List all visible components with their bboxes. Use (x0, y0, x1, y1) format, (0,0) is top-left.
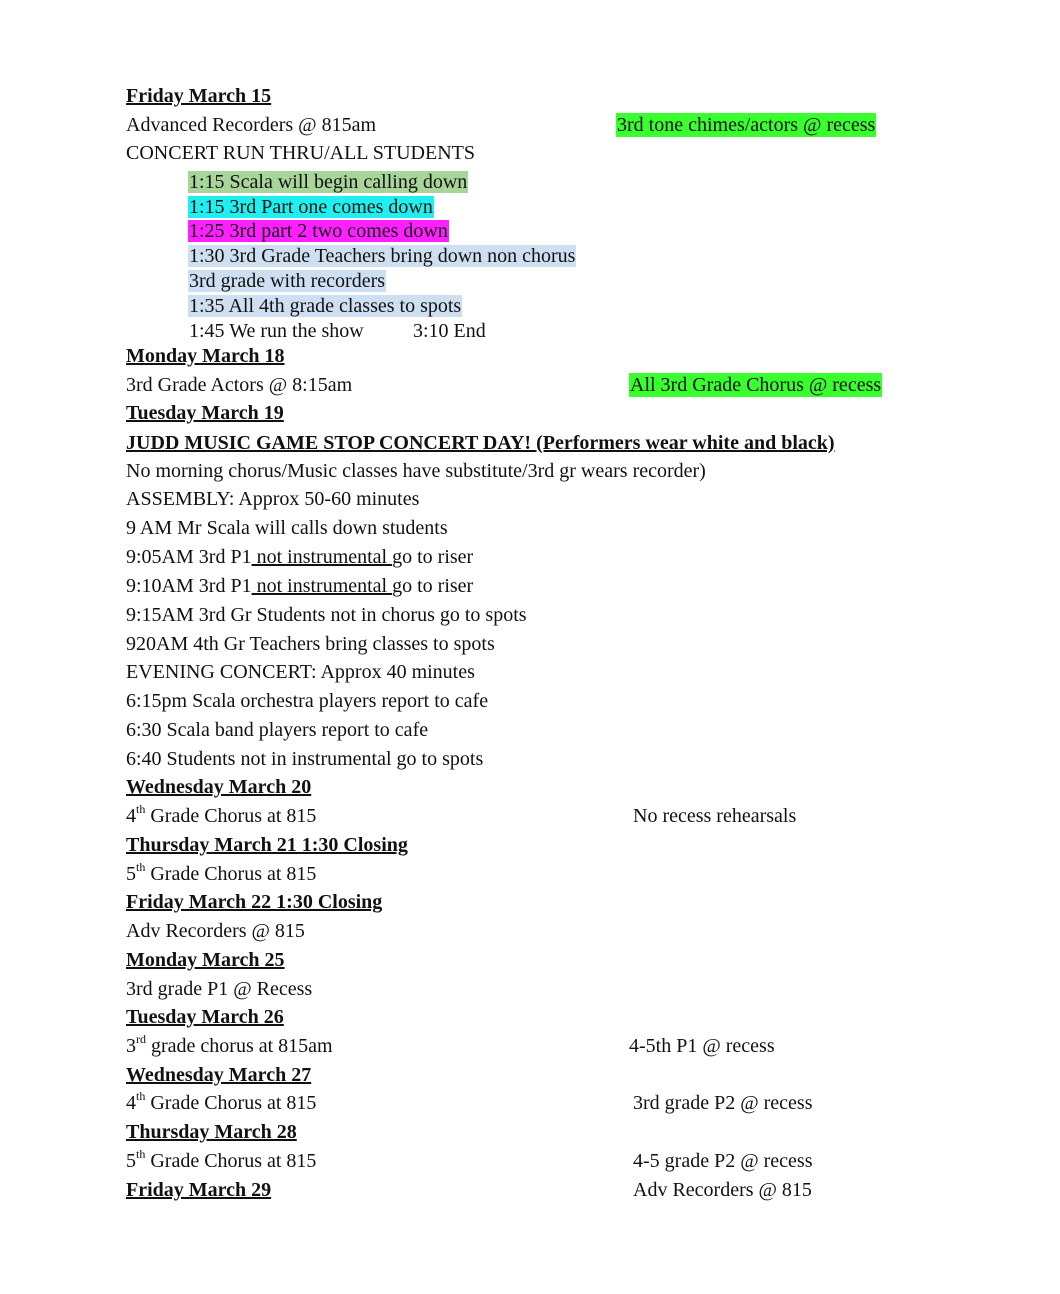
side-note: 4-5th P1 @ recess (629, 1035, 775, 1057)
schedule-line: 6:15pm Scala orchestra players report to cafe (126, 690, 489, 712)
schedule-subline: 1:30 3rd Grade Teachers bring down non chorus (189, 245, 576, 267)
side-note: No recess rehearsals (633, 805, 797, 827)
schedule-line: 3rd Grade Actors @ 8:15am (126, 374, 353, 396)
side-note: Adv Recorders @ 815 (633, 1179, 812, 1201)
day-header-tuesday-march-19: Tuesday March 19 (126, 402, 284, 424)
highlighted-note: All 3rd Grade Chorus @ recess (630, 374, 882, 396)
schedule-line: No morning chorus/Music classes have substitute/3rd gr wears recorder) (126, 460, 706, 482)
schedule-line: CONCERT RUN THRU/ALL STUDENTS (126, 142, 476, 164)
schedule-subline: 1:15 Scala will begin calling down (189, 171, 468, 193)
day-header-friday-march-29: Friday March 29 (126, 1179, 272, 1201)
schedule-subline: 1:25 3rd part 2 two comes down (189, 220, 448, 242)
day-header-monday-march-25: Monday March 25 (126, 949, 285, 971)
schedule-line: Advanced Recorders @ 815am (126, 114, 376, 136)
schedule-line: Adv Recorders @ 815 (126, 920, 305, 942)
schedule-line: 4th Grade Chorus at 815 (126, 1089, 317, 1114)
side-note: 3rd grade P2 @ recess (633, 1092, 813, 1114)
schedule-line: ASSEMBLY: Approx 50-60 minutes (126, 488, 420, 510)
day-header-tuesday-march-26: Tuesday March 26 (126, 1006, 284, 1028)
schedule-line: 3rd grade P1 @ Recess (126, 978, 313, 1000)
highlighted-note: 3rd tone chimes/actors @ recess (617, 114, 876, 136)
schedule-line: 9:05AM 3rd P1 not instrumental go to riser (126, 546, 474, 568)
day-header-wednesday-march-27: Wednesday March 27 (126, 1064, 312, 1086)
schedule-subline-end: 3:10 End (413, 320, 486, 342)
schedule-line: EVENING CONCERT: Approx 40 minutes (126, 661, 475, 683)
schedule-line: 5th Grade Chorus at 815 (126, 1147, 317, 1172)
day-header-wednesday-march-20: Wednesday March 20 (126, 776, 312, 798)
schedule-line: 9:15AM 3rd Gr Students not in chorus go to spots (126, 604, 527, 626)
day-header-friday-march-15: Friday March 15 (126, 85, 272, 107)
schedule-subline: 1:15 3rd Part one comes down (189, 196, 433, 218)
schedule-line: 4th Grade Chorus at 815 (126, 802, 317, 827)
schedule-subline: 1:35 All 4th grade classes to spots (189, 295, 462, 317)
concert-day-header: JUDD MUSIC GAME STOP CONCERT DAY! (Performers wear white and black) (126, 432, 835, 454)
side-note: 4-5 grade P2 @ recess (633, 1150, 813, 1172)
day-header-friday-march-22: Friday March 22 1:30 Closing (126, 891, 383, 913)
schedule-subline: 3rd grade with recorders (189, 270, 386, 292)
schedule-line: 6:40 Students not in instrumental go to spots (126, 748, 484, 770)
day-header-thursday-march-21: Thursday March 21 1:30 Closing (126, 834, 408, 856)
schedule-line: 9:10AM 3rd P1 not instrumental go to riser (126, 575, 474, 597)
day-header-thursday-march-28: Thursday March 28 (126, 1121, 297, 1143)
schedule-line: 9 AM Mr Scala will calls down students (126, 517, 448, 539)
schedule-line: 6:30 Scala band players report to cafe (126, 719, 429, 741)
day-header-monday-march-18: Monday March 18 (126, 345, 285, 367)
schedule-line: 920AM 4th Gr Teachers bring classes to spots (126, 633, 495, 655)
schedule-subline: 1:45 We run the show (189, 320, 364, 342)
schedule-line: 5th Grade Chorus at 815 (126, 860, 317, 885)
schedule-line: 3rd grade chorus at 815am (126, 1032, 333, 1057)
